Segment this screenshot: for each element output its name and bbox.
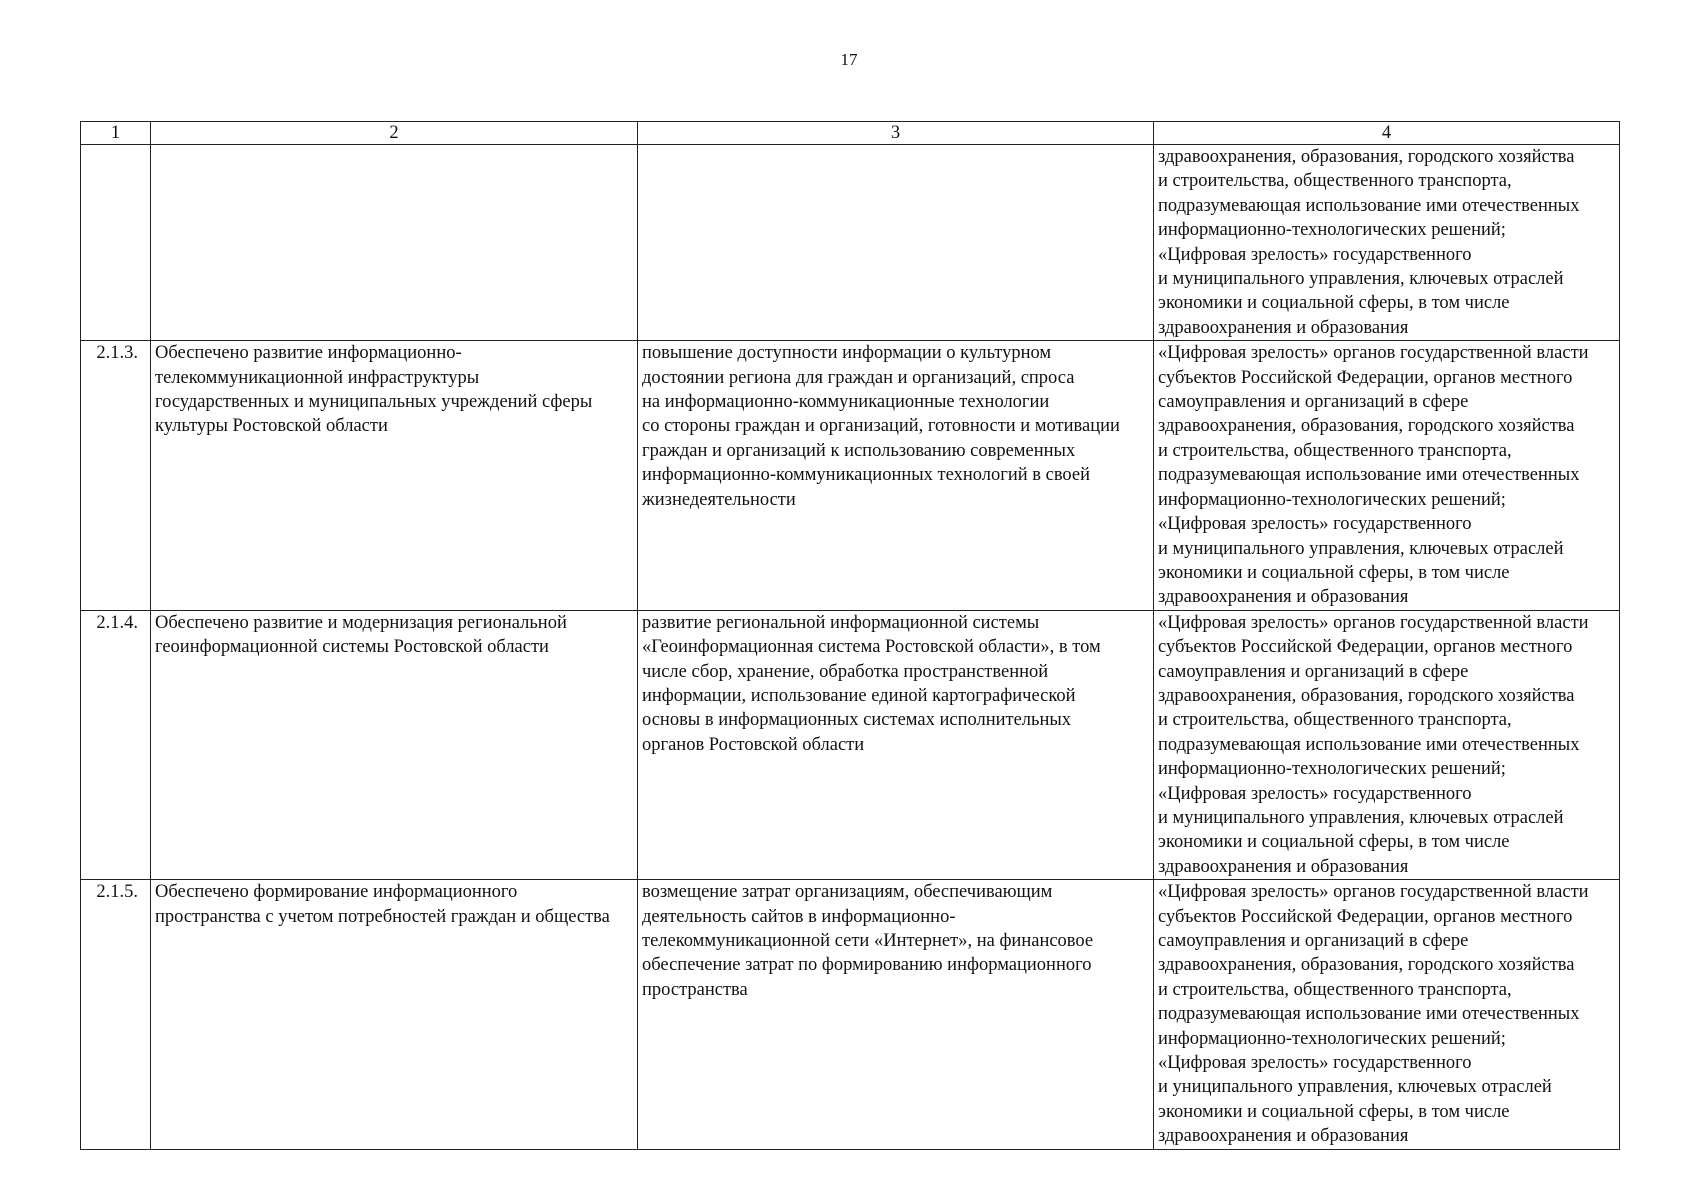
cell-line: «Цифровая зрелость» органов государственной власти [1158,612,1589,633]
measure-title-cell [151,880,638,1149]
cell-line: экономики и социальной сферы, в том числе [1158,562,1510,583]
cell-line: информации, использование единой картографической [642,685,1076,706]
cell-line: субъектов Российской Федерации, органов местного [1158,637,1573,658]
cell-line: здравоохранения и образования [1158,1126,1409,1147]
cell-line: подразумевающая использование ими отечественных [1158,465,1580,486]
cell-line: самоуправления и организаций в сфере [1158,661,1469,682]
cell-line: «Цифровая зрелость» государственного [1158,514,1472,535]
indicator-cell [1154,880,1620,1149]
cell-line: органов Ростовской области [642,734,865,755]
cell-line: здравоохранения, образования, городского хозяйства [1158,685,1575,706]
cell-line: «Цифровая зрелость» государственного [1158,1053,1472,1074]
cell-line: пространства [642,979,748,1000]
cell-line: «Цифровая зрелость» государственного [1158,783,1472,804]
cell-line: информационно-технологических решений; [1158,759,1506,780]
continuation-col2-cell [151,145,638,341]
cell-line: и строительства, общественного транспорта, [1158,979,1512,1000]
continuation-col4-cell [1154,145,1620,341]
cell-line: информационно-коммуникационных технологий в своей [642,465,1091,486]
continuation-num-cell [81,145,151,341]
measure-description-cell [638,610,1154,879]
cell-line: и строительства, общественного транспорта, [1158,171,1512,192]
cell-line: и строительства, общественного транспорта, [1158,710,1512,731]
cell-line: пространства с учетом потребностей граждан и общества [155,906,610,927]
table-row-2-1-5 [81,880,1620,1149]
continuation-col3-cell [638,145,1154,341]
cell-line: экономики и социальной сферы, в том числе [1158,832,1510,853]
page-number: 17 [840,50,858,69]
cell-line: граждан и организаций к использованию современных [642,440,1076,461]
row-number: 2.1.5. [81,880,151,1149]
cell-line: и муниципального управления, ключевых отраслей [1158,269,1564,290]
cell-line: самоуправления и организаций в сфере [1158,931,1469,951]
cell-line: и муниципального управления, ключевых отраслей [1158,538,1564,559]
cell-line: телекоммуникационной сети «Интернет», на финансовое [642,931,1094,951]
cell-line: и муниципального управления, ключевых отраслей [1158,807,1564,828]
row-number: 2.1.3. [81,341,151,610]
cell-line: информационно-технологических решений; [1158,489,1506,510]
cell-line: обеспечение затрат по формированию информационного [642,955,1092,976]
table-row-continuation [81,145,1620,341]
cell-line: со стороны граждан и организаций, готовности и мотивации [642,416,1120,437]
row-number: 2.1.4. [81,610,151,879]
cell-line: здравоохранения и образования [1158,587,1409,608]
indicator-cell [1154,610,1620,879]
cell-line: государственных и муниципальных учреждений сферы [155,392,593,413]
cell-line: на информационно-коммуникационные технологии [642,392,1050,413]
cell-line: возмещение затрат организациям, обеспечивающим [642,882,1053,903]
cell-line: жизнедеятельности [642,489,796,510]
indicator-cell [1154,341,1620,610]
cell-line: здравоохранения, образования, городского хозяйства [1158,147,1575,167]
cell-line: экономики и социальной сферы, в том числе [1158,293,1510,314]
cell-line: основы в информационных системах исполнительных [642,710,1072,731]
cell-line: здравоохранения, образования, городского хозяйства [1158,416,1575,437]
cell-line: телекоммуникационной инфраструктуры [155,367,480,388]
cell-line: Обеспечено развитие и модернизация региональной [155,612,567,633]
table-row-2-1-4 [81,610,1620,879]
cell-line: самоуправления и организаций в сфере [1158,392,1469,413]
cell-line: подразумевающая использование ими отечественных [1158,734,1580,755]
table-row-2-1-3 [81,341,1620,610]
header-col-1: 1 [81,122,151,145]
cell-line: субъектов Российской Федерации, органов местного [1158,367,1573,388]
cell-line: информационно-технологических решений; [1158,1028,1506,1049]
cell-line: экономики и социальной сферы, в том числе [1158,1101,1510,1122]
measures-table [80,121,1620,1150]
cell-line: культуры Ростовской области [155,416,388,437]
table-header-row [81,122,1620,145]
cell-line: информационно-технологических решений; [1158,220,1506,241]
cell-line: подразумевающая использование ими отечественных [1158,1004,1580,1025]
measure-title-cell [151,610,638,879]
cell-line: «Цифровая зрелость» органов государственной власти [1158,343,1589,364]
measure-description-cell [638,880,1154,1149]
cell-line: геоинформационной системы Ростовской области [155,637,549,658]
cell-line: субъектов Российской Федерации, органов местного [1158,906,1573,927]
cell-line: здравоохранения, образования, городского хозяйства [1158,955,1575,976]
cell-line: «Геоинформационная система Ростовской области», в том [642,637,1101,658]
cell-line: развитие региональной информационной системы [642,612,1040,633]
cell-line: повышение доступности информации о культурном [642,343,1052,364]
cell-line: «Цифровая зрелость» государственного [1158,244,1472,265]
cell-line: и строительства, общественного транспорта, [1158,440,1512,461]
header-col-4: 4 [1154,122,1620,145]
cell-line: «Цифровая зрелость» органов государственной власти [1158,882,1589,903]
cell-line: числе сбор, хранение, обработка пространственной [642,661,1049,682]
cell-line: здравоохранения и образования [1158,856,1409,877]
cell-line: достоянии региона для граждан и организаций, спроса [642,367,1075,388]
measure-title-cell [151,341,638,610]
header-col-2: 2 [151,122,638,145]
cell-line: и униципального управления, ключевых отраслей [1158,1077,1552,1098]
header-col-3: 3 [638,122,1154,145]
cell-line: подразумевающая использование ими отечественных [1158,195,1580,216]
measure-description-cell [638,341,1154,610]
cell-line: Обеспечено развитие информационно- [155,343,462,364]
cell-line: здравоохранения и образования [1158,317,1409,338]
cell-line: деятельность сайтов в информационно- [642,906,956,927]
cell-line: Обеспечено формирование информационного [155,882,518,903]
